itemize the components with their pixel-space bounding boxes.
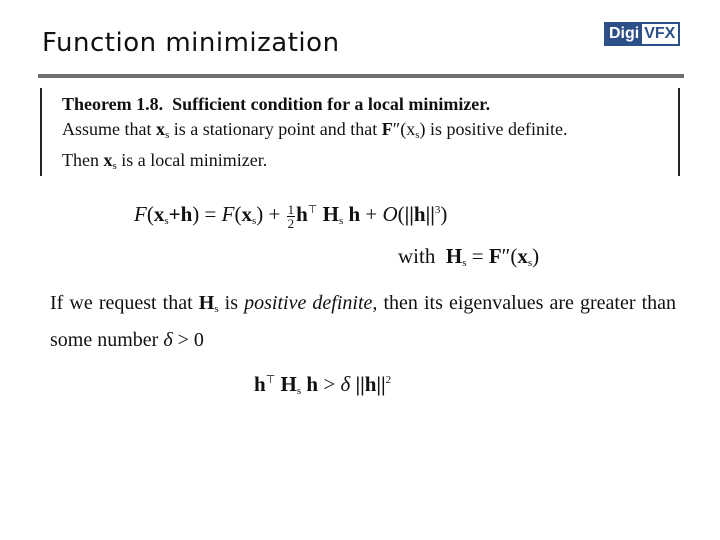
prime: ″ <box>392 119 401 139</box>
subscript: s <box>338 215 344 227</box>
exponent: 3 <box>434 204 441 216</box>
var-F: F <box>488 244 502 268</box>
var-h: h <box>343 202 361 226</box>
arg: (x <box>400 119 416 139</box>
text: Then <box>62 150 104 170</box>
var-x: x <box>241 202 252 226</box>
equals: = <box>466 244 489 268</box>
taylor-equation <box>134 202 447 230</box>
positive-definite-emphasis: positive definite <box>244 292 373 314</box>
norm-h: ||h|| <box>350 372 386 396</box>
subscript: s <box>251 215 257 227</box>
var-h: h <box>254 372 266 396</box>
text: , then its eigenvalues are greater than some number <box>50 292 677 351</box>
logo-part-vfx: VFX <box>642 24 678 44</box>
transpose: ⊤ <box>265 374 276 386</box>
var-delta: δ <box>163 329 173 351</box>
norm-h: ||h|| <box>404 202 435 226</box>
exponent: 2 <box>385 374 392 386</box>
theorem-line-2 <box>62 117 678 148</box>
fraction-half <box>287 203 296 230</box>
slide-title: Function minimization <box>42 28 340 58</box>
subscript: s <box>214 303 219 315</box>
paren: ) <box>419 119 426 139</box>
var-h: h <box>296 202 308 226</box>
subscript: s <box>165 129 170 141</box>
var-x: x <box>156 119 165 139</box>
var-H: H <box>322 202 339 226</box>
var-H: H <box>445 244 463 268</box>
var-H: H <box>280 372 297 396</box>
paren: ) <box>256 202 264 226</box>
prime: ″ <box>501 244 511 268</box>
theorem-title: Sufficient condition for a local minimizer. <box>172 94 491 114</box>
plus-h: +h <box>168 202 193 226</box>
equals: = <box>199 202 222 226</box>
text: is a stationary point and that <box>169 119 382 139</box>
var-x: x <box>153 202 165 226</box>
text: > 0 <box>172 329 204 351</box>
paren: ) <box>440 202 448 226</box>
paren: ) <box>192 202 200 226</box>
var-x: x <box>103 150 113 170</box>
title-divider <box>38 74 684 78</box>
paren: ( <box>234 202 242 226</box>
text: Assume that <box>62 119 156 139</box>
theorem-line-3 <box>62 148 678 179</box>
digivfx-logo <box>604 22 680 46</box>
hessian-definition <box>398 244 539 269</box>
theorem-box <box>40 88 680 176</box>
var-F: F <box>221 202 235 226</box>
plus: + <box>360 202 383 226</box>
quadratic-inequality <box>254 372 391 397</box>
text: is a local minimizer. <box>116 150 268 170</box>
theorem-label: Theorem 1.8. <box>62 94 164 114</box>
text: is <box>218 292 245 314</box>
subscript: s <box>112 160 117 172</box>
paren: ) <box>532 244 540 268</box>
plus: + <box>263 202 286 226</box>
var-h: h <box>301 372 319 396</box>
text: If we request that <box>50 292 199 314</box>
var-x: x <box>517 244 528 268</box>
var-F: F <box>381 119 393 139</box>
var-F: F <box>134 202 147 226</box>
denominator: 2 <box>287 215 295 231</box>
subscript: s <box>527 257 533 269</box>
var-delta: δ <box>340 372 351 396</box>
var-H: H <box>198 292 215 314</box>
paren: ( <box>397 202 405 226</box>
numerator: 1 <box>287 201 295 217</box>
subscript: s <box>296 385 302 397</box>
transpose: ⊤ <box>307 204 318 216</box>
theorem-heading <box>62 92 678 117</box>
text: is positive definite. <box>425 119 568 139</box>
paren: ( <box>146 202 154 226</box>
logo-part-digi: Digi <box>606 24 642 44</box>
subscript: s <box>164 215 169 227</box>
subscript: s <box>462 257 467 269</box>
paren: ( <box>510 244 518 268</box>
big-o: O <box>382 202 398 226</box>
subscript: s <box>415 129 420 141</box>
greater-than: > <box>318 372 341 396</box>
eigenvalue-paragraph <box>50 288 676 356</box>
with-text: with <box>398 244 436 268</box>
